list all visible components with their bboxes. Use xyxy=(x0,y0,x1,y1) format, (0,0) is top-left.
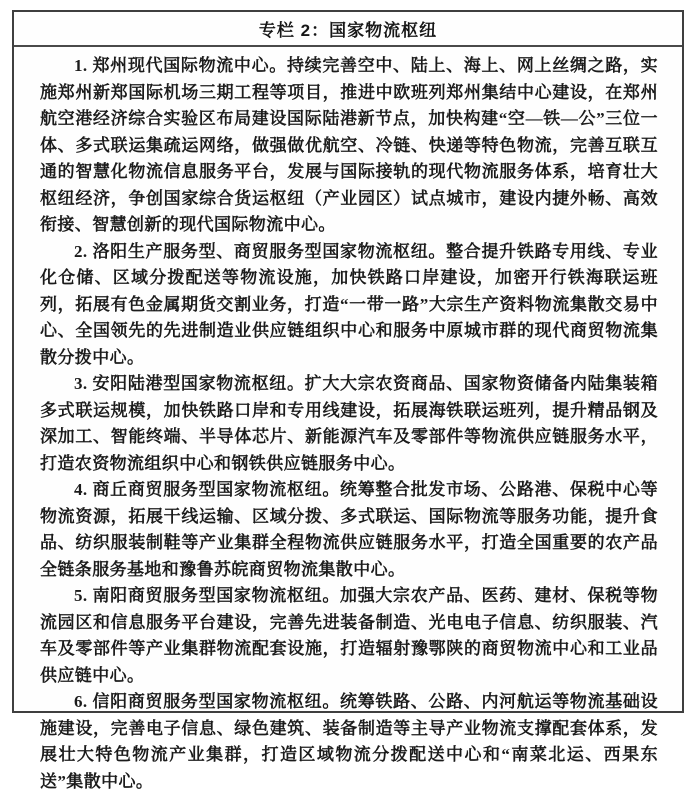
callout-title: 专栏 2：国家物流枢纽 xyxy=(14,12,682,47)
paragraph-zhengzhou-hub: 1. 郑州现代国际物流中心。持续完善空中、陆上、海上、网上丝绸之路，实施郑州新郑国际机场三期工程等项目，推进中欧班列郑州集结中心建设，在郑州航空港经济综合实验区布局建设国际陆港新节点，加快构建“空—铁—公”三位一体、多式联运集疏运网络，做强做优航空、冷链、快递等特色物流，完善互联互通的智慧化物流信息服务平台，发展与国际接轨的现代物流服务体系，培育壮大枢纽经济，争创国家综合货运枢纽（产业园区）试点城市，建设内捷外畅、高效衔接、智慧创新的现代国际物流中心。 xyxy=(40,56,658,234)
paragraph-shangqiu-hub: 4. 商丘商贸服务型国家物流枢纽。统筹整合批发市场、公路港、保税中心等物流资源，拓展干线运输、区域分拨、多式联运、国际物流等服务功能，提升食品、纺织服装制鞋等产业集群全程物流供应链服务水平，打造全国重要的农产品全链条服务基地和豫鲁苏皖商贸物流集散中心。 xyxy=(40,480,658,579)
paragraph-nanyang-hub: 5. 南阳商贸服务型国家物流枢纽。加强大宗农产品、医药、建材、保税等物流园区和信息服务平台建设，完善先进装备制造、光电电子信息、纺织服装、汽车及零部件等产业集群物流配套设施，打造辐射豫鄂陕的商贸物流中心和工业品供应链中心。 xyxy=(40,586,658,685)
callout-body xyxy=(14,47,682,795)
paragraph-anyang-hub: 3. 安阳陆港型国家物流枢纽。扩大大宗农资商品、国家物资储备内陆集装箱多式联运规模，加快铁路口岸和专用线建设，拓展海铁联运班列，提升精品钢及深加工、智能终端、半导体芯片、新能源汽车及零部件等物流供应链服务水平，打造农资物流组织中心和钢铁供应链服务中心。 xyxy=(40,374,658,473)
callout-box xyxy=(12,10,684,791)
paragraph-luoyang-hub: 2. 洛阳生产服务型、商贸服务型国家物流枢纽。整合提升铁路专用线、专业化仓储、区域分拨配送等物流设施，加快铁路口岸建设，加密开行铁海联运班列，拓展有色金属期货交割业务，打造“一带一路”大宗生产资料物流集散交易中心、全国领先的先进制造业供应链组织中心和服务中原城市群的现代商贸物流集散分拨中心。 xyxy=(40,241,658,367)
paragraph-xinyang-hub: 6. 信阳商贸服务型国家物流枢纽。统筹铁路、公路、内河航运等物流基础设施建设，完善电子信息、绿色建筑、装备制造等主导产业物流支撑配套体系，发展壮大特色物流产业集群，打造区域物流分拨配送中心和“南菜北运、西果东送”集散中心。 xyxy=(40,692,658,791)
